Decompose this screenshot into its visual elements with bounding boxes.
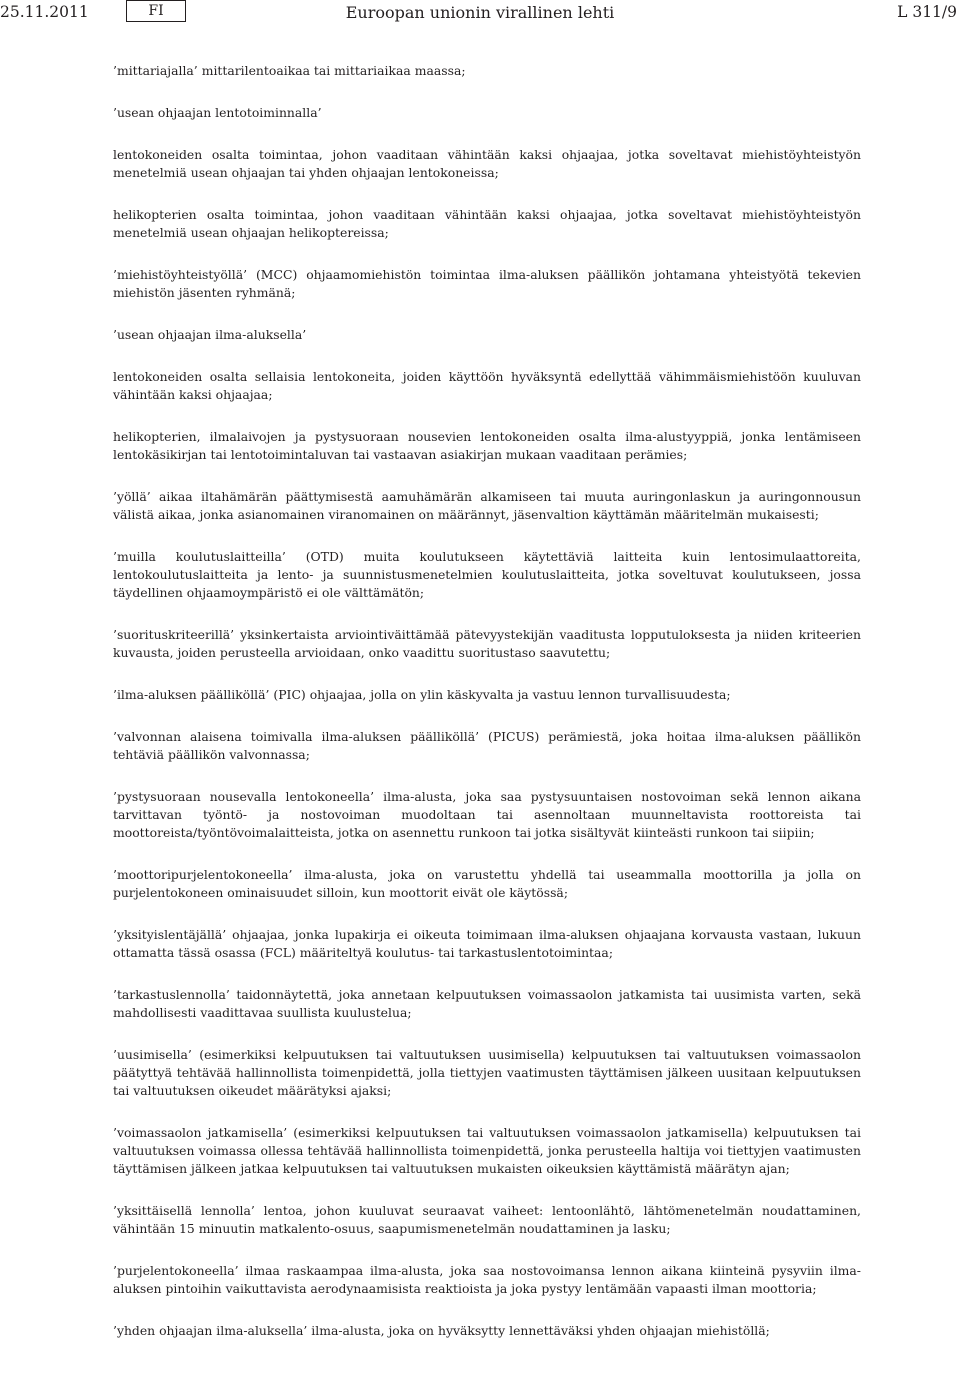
definition-paragraph: ’suorituskriteerillä’ yksinkertaista arviointiväittämää pätevyystekijän vaaditusta lopputuloksesta ja niiden kriteerien kuvausta, joiden perusteella arvioidaan, onko vaadittu suoritustaso saavutettu; — [113, 627, 861, 660]
page-header — [0, 0, 960, 26]
definition-paragraph: ’yksityislentäjällä’ ohjaajaa, jonka lupakirja ei oikeuta toimimaan ilma-aluksen ohjaajana korvausta vastaan, lukuun ottamatta tässä osassa (FCL) määriteltyä koulutus- tai tarkastuslentotoimintaa; — [113, 927, 861, 960]
definition-paragraph: lentokoneiden osalta toimintaa, johon vaaditaan vähintään kaksi ohjaajaa, jotka soveltavat miehistöyhteistyön menetelmiä usean ohjaajan tai yhden ohjaajan lentokoneissa; — [113, 147, 861, 180]
page-reference: L 311/9 — [897, 3, 957, 21]
definition-paragraph: ’yöllä’ aikaa iltahämärän päättymisestä aamuhämärän alkamiseen tai muuta auringonlaskun ja auringonnousun välistä aikaa, jonka asianomainen viranomainen on määrännyt, jäsenvaltion käyttämän määritelmän mukaisesti; — [113, 489, 861, 522]
definition-paragraph: helikopterien, ilmalaivojen ja pystysuoraan nousevien lentokoneiden osalta ilma-alustyyppiä, jonka lentämiseen lentokäsikirjan tai lentotoimintaluvan tai vastaavan asiakirjan mukaan vaaditaan perämies; — [113, 429, 861, 462]
definition-paragraph: ’ilma-aluksen päälliköllä’ (PIC) ohjaajaa, jolla on ylin käskyvalta ja vastuu lennon turvallisuudesta; — [113, 687, 731, 702]
publication-date: 25.11.2011 — [0, 3, 89, 21]
definition-paragraph: helikopterien osalta toimintaa, johon vaaditaan vähintään kaksi ohjaajaa, jotka soveltavat miehistöyhteistyön menetelmiä usean ohjaajan helikoptereissa; — [113, 207, 861, 240]
definition-paragraph: ’pystysuoraan nousevalla lentokoneella’ ilma-alusta, joka saa pystysuuntaisen nostovoiman sekä lennon aikana tarvittavan työntö- ja nostovoiman muodoltaan tai asennoltaan muunneltavista roottoreista tai moottoreista/työntövoimalaitteista, jotka on asennettu runkoon tai jotka sisältyvät kiinteästi runkoon tai siipiin; — [113, 789, 861, 840]
definition-paragraph: ’voimassaolon jatkamisella’ (esimerkiksi kelpuutuksen tai valtuutuksen voimassaolon jatkamisella) kelpuutuksen tai valtuutuksen voimassa ollessa tehtävää hallinnollista toimenpidettä, jonka perusteella haltija voi tiettyjen vaatimusten täyttämisen jälkeen jatkaa kelpuutuksen tai valtuutuksen mukaisten oikeuksien käyttämistä määrätyn ajan; — [113, 1125, 861, 1176]
definition-paragraph: ’uusimisella’ (esimerkiksi kelpuutuksen tai valtuutuksen uusimisella) kelpuutuksen tai valtuutuksen voimassaolon päätyttyä tehtävää hallinnollista toimenpidettä, jolla tiettyjen vaatimusten täyttämisen jälkeen uusitaan kelpuutuksen tai valtuutuksen oikeudet määrätyksi ajaksi; — [113, 1047, 861, 1098]
definition-paragraph: ’valvonnan alaisena toimivalla ilma-aluksen päälliköllä’ (PICUS) perämiestä, joka hoitaa ilma-aluksen päällikön tehtäviä päällikön valvonnassa; — [113, 729, 861, 762]
document-body — [113, 62, 861, 1364]
definition-paragraph: ’miehistöyhteistyöllä’ (MCC) ohjaamomiehistön toimintaa ilma-aluksen päällikön johtamana yhteistyötä tekevien miehistön jäsenten ryhmänä; — [113, 267, 861, 300]
definition-paragraph: ’moottoripurjelentokoneella’ ilma-alusta, joka on varustettu yhdellä tai useammalla moottorilla ja jolla on purjelentokoneen ominaisuudet silloin, kun moottorit eivät ole käytössä; — [113, 867, 861, 900]
definition-paragraph: lentokoneiden osalta sellaisia lentokoneita, joiden käyttöön hyväksyntä edellyttää vähimmäismiehistöön kuuluvan vähintään kaksi ohjaajaa; — [113, 369, 861, 402]
definition-paragraph: ’mittariajalla’ mittarilentoaikaa tai mittariaikaa maassa; — [113, 63, 466, 78]
definition-paragraph: ’usean ohjaajan ilma-aluksella’ — [113, 327, 307, 342]
definition-paragraph: ’yksittäisellä lennolla’ lentoa, johon kuuluvat seuraavat vaiheet: lentoonlähtö, lähtömenetelmän noudattaminen, vähintään 15 minuutin matkalento-osuus, saapumismenetelmän noudattaminen ja lasku; — [113, 1203, 861, 1236]
definition-paragraph: ’tarkastuslennolla’ taidonnäytettä, joka annetaan kelpuutuksen voimassaolon jatkamista tai uusimista varten, sekä mahdollisesti vaadittavaa suullista kuulustelua; — [113, 987, 861, 1020]
definition-paragraph: ’yhden ohjaajan ilma-aluksella’ ilma-alusta, joka on hyväksytty lennettäväksi yhden ohjaajan miehistöllä; — [113, 1323, 770, 1338]
language-code-box: FI — [126, 0, 186, 22]
journal-title: Euroopan unionin virallinen lehti — [345, 3, 615, 22]
definition-paragraph: ’purjelentokoneella’ ilmaa raskaampaa ilma-alusta, joka saa nostovoimansa lennon aikana kiinteinä pysyviin ilma-aluksen pintoihin vaikuttavista aerodynaamisista reaktioista ja joka pystyy lentämään vapaasti ilman moottoria; — [113, 1263, 861, 1296]
definition-paragraph: ’usean ohjaajan lentotoiminnalla’ — [113, 105, 322, 120]
definition-paragraph: ’muilla koulutuslaitteilla’ (OTD) muita koulutukseen käytettäviä laitteita kuin lentosimulaattoreita, lentokoulutuslaitteita ja lento- ja suunnistusmenetelmien koulutuslaitteita, jotka soveltuvat koulutukseen, jossa täydellinen ohjaamoympäristö ei ole välttämätön; — [113, 549, 861, 600]
